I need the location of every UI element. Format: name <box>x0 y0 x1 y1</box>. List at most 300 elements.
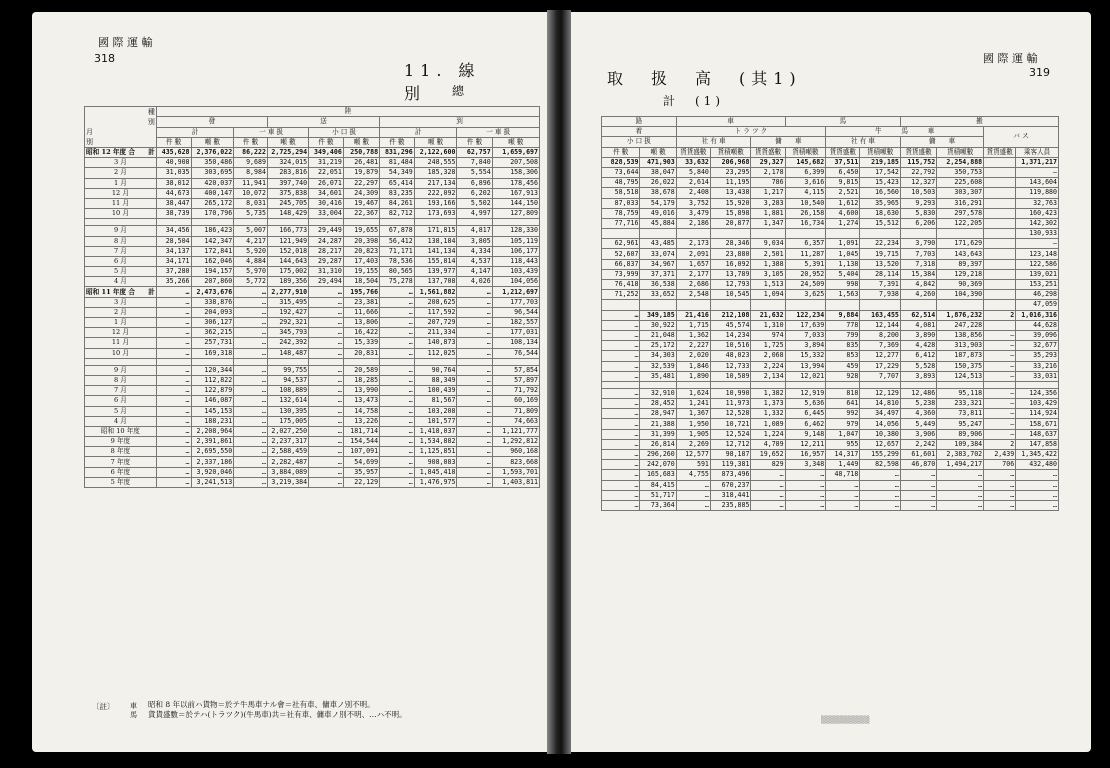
table-cell: … <box>380 406 415 416</box>
table-cell <box>860 381 901 388</box>
own-vehicle-header: 社 有 車 <box>826 137 901 147</box>
table-cell: … <box>457 365 492 375</box>
table-cell: 37,511 <box>826 157 860 167</box>
table-cell: … <box>309 287 344 297</box>
table-cell: … <box>602 470 640 480</box>
table-cell: 12,528 <box>710 409 751 419</box>
table-cell: 38,047 <box>640 167 676 177</box>
table-cell: 245,705 <box>267 198 308 208</box>
table-row <box>602 198 1059 208</box>
table-cell: 20,398 <box>343 236 379 246</box>
hired-vehicle-header: 傭 車 <box>900 137 983 147</box>
table-row <box>85 477 540 487</box>
table-cell: 3,241,513 <box>191 477 234 487</box>
table-cell: 1,388 <box>751 259 785 269</box>
table-cell: 2,686 <box>676 280 710 290</box>
table-cell: … <box>785 500 826 510</box>
table-cell: … <box>602 439 640 449</box>
table-cell: 162,046 <box>191 256 234 266</box>
table-cell: … <box>826 500 860 510</box>
table-cell: 62,514 <box>900 310 936 320</box>
table-cell: 81,484 <box>380 158 415 168</box>
table-cell: … <box>380 457 415 467</box>
table-cell: 33,216 <box>1016 361 1059 371</box>
table-cell: 1,624 <box>676 388 710 398</box>
table-section <box>85 426 540 487</box>
table-cell: 40,908 <box>156 158 191 168</box>
table-cell: 4,428 <box>900 341 936 351</box>
table-cell: 90,369 <box>937 280 984 290</box>
table-cell: 31,035 <box>156 168 191 178</box>
table-cell: 1,292,812 <box>492 437 539 447</box>
table-cell: 349,406 <box>309 148 344 158</box>
table-cell: … <box>457 406 492 416</box>
table-cell: 96,544 <box>492 307 539 317</box>
total-row <box>85 287 540 297</box>
table-cell: … <box>457 447 492 457</box>
row-label: 10 月 <box>85 209 157 219</box>
table-cell <box>984 381 1016 388</box>
table-cell: 3,625 <box>785 290 826 300</box>
table-cell: 122,205 <box>937 218 984 228</box>
table-cell: … <box>602 460 640 470</box>
table-cell <box>602 229 640 239</box>
page-number: 318 <box>94 52 115 65</box>
table-cell: 15,898 <box>710 208 751 218</box>
table-cell: 1,241 <box>676 399 710 409</box>
table-cell: 1,347 <box>751 218 785 228</box>
table-row <box>602 381 1059 388</box>
table-row <box>85 277 540 287</box>
table-cell: 13,520 <box>860 259 901 269</box>
table-cell: 1,089 <box>751 419 785 429</box>
table-cell: … <box>156 406 191 416</box>
table-cell: 38,739 <box>156 209 191 219</box>
table-cell: 362,215 <box>191 328 234 338</box>
table-cell: … <box>457 375 492 385</box>
table-cell: 104,390 <box>937 290 984 300</box>
table-row <box>602 239 1059 249</box>
group-header: 小 口 扱 <box>309 127 380 137</box>
table-cell: 74,663 <box>492 416 539 426</box>
table-cell: … <box>156 318 191 328</box>
table-cell <box>984 208 1016 218</box>
book-spine <box>547 10 571 754</box>
table-cell: 2,027,250 <box>267 426 308 436</box>
left-page <box>32 12 547 752</box>
table-cell: … <box>309 328 344 338</box>
table-cell: 2,068 <box>751 351 785 361</box>
table-cell: … <box>457 467 492 477</box>
table-cell: 2,208,964 <box>191 426 234 436</box>
table-cell: 960,168 <box>492 447 539 457</box>
table-cell: 148,637 <box>1016 429 1059 439</box>
table-cell: 31,399 <box>640 429 676 439</box>
table-cell: … <box>457 307 492 317</box>
table-cell: 974 <box>751 330 785 340</box>
table-cell: 1,362 <box>676 330 710 340</box>
table-cell: 14,056 <box>860 419 901 429</box>
column-header: 噸 數 <box>343 137 379 147</box>
table-section <box>602 450 1059 511</box>
table-cell: 12,277 <box>860 351 901 361</box>
table-cell: 211,334 <box>414 328 457 338</box>
table-row <box>602 167 1059 177</box>
row-label: 3 月 <box>85 297 157 307</box>
table-cell: 1,212,697 <box>492 287 539 297</box>
table-row <box>85 307 540 317</box>
table-cell: — <box>984 419 1016 429</box>
table-cell: 1,125,851 <box>414 447 457 457</box>
table-cell: … <box>309 416 344 426</box>
table-cell: 265,172 <box>191 198 234 208</box>
table-cell: 145,682 <box>785 157 826 167</box>
table-cell: … <box>380 348 415 358</box>
table-cell: 172,841 <box>191 246 234 256</box>
table-cell: … <box>900 470 936 480</box>
table-cell: 43,485 <box>640 239 676 249</box>
row-label: 昭和 12 年度 合 計 <box>86 148 155 157</box>
table-cell: 178,456 <box>492 178 539 188</box>
table-cell: 160,423 <box>1016 208 1059 218</box>
table-cell: 139,977 <box>414 267 457 277</box>
table-cell: 375,838 <box>267 188 308 198</box>
table-cell: 7,369 <box>860 341 901 351</box>
table-row <box>602 460 1059 470</box>
table-cell: 24,509 <box>785 280 826 290</box>
table-cell: … <box>1016 470 1059 480</box>
table-cell: 207,729 <box>414 318 457 328</box>
running-header: 國 際 運 輸 <box>98 36 153 49</box>
table-cell: 7,840 <box>457 158 492 168</box>
table-row <box>602 269 1059 279</box>
table-cell: 400,147 <box>191 188 234 198</box>
table-cell: … <box>156 297 191 307</box>
table-cell: 36,538 <box>640 280 676 290</box>
table-cell: 3,790 <box>900 239 936 249</box>
table-cell: 12,712 <box>710 439 751 449</box>
table-cell: 233,321 <box>937 399 984 409</box>
table-cell: 296,260 <box>640 450 676 460</box>
table-cell: 459 <box>826 361 860 371</box>
table-cell: 4,997 <box>457 209 492 219</box>
table-cell: 18,504 <box>343 277 379 287</box>
table-cell: 28,217 <box>309 246 344 256</box>
table-cell: … <box>309 365 344 375</box>
table-cell: … <box>156 328 191 338</box>
table-cell: 189,356 <box>267 277 308 287</box>
column-header: 件 數 <box>234 137 268 147</box>
table-cell: 28,504 <box>156 236 191 246</box>
table-row <box>602 330 1059 340</box>
table-cell: 14,758 <box>343 406 379 416</box>
table-cell: 163,455 <box>860 310 901 320</box>
row-label: 8 年度 <box>85 447 157 457</box>
table-cell: … <box>309 318 344 328</box>
table-cell: 12,486 <box>900 388 936 398</box>
table-cell <box>234 219 268 226</box>
table-cell: 2,614 <box>676 178 710 188</box>
table-cell: 11,941 <box>234 178 268 188</box>
table-cell: 6,206 <box>900 218 936 228</box>
table-cell: … <box>900 480 936 490</box>
table-cell <box>156 219 191 226</box>
table-cell: 144,643 <box>267 256 308 266</box>
table-cell: 2 <box>984 310 1016 320</box>
table-cell <box>984 178 1016 188</box>
table-cell: 49,016 <box>640 208 676 218</box>
table-cell: — <box>984 341 1016 351</box>
table-cell: … <box>457 426 492 436</box>
table-cell: 155,299 <box>860 450 901 460</box>
table-cell: 35,266 <box>156 277 191 287</box>
table-cell: … <box>309 437 344 447</box>
table-cell: 54,349 <box>380 168 415 178</box>
row-label: 8 月 <box>85 375 157 385</box>
row-label: 9 月 <box>85 365 157 375</box>
table-cell <box>984 188 1016 198</box>
table-cell: 124,513 <box>937 371 984 381</box>
table-cell: 5,391 <box>785 259 826 269</box>
table-cell: 143,643 <box>937 249 984 259</box>
table-cell: 12,919 <box>785 388 826 398</box>
column-header: 件 數 <box>380 137 415 147</box>
table-cell: 324,015 <box>267 158 308 168</box>
table-cell <box>785 300 826 310</box>
table-cell: 5,636 <box>785 399 826 409</box>
table-cell: 11,195 <box>710 178 751 188</box>
table-cell: 2,408 <box>676 188 710 198</box>
table-cell: 1,403,811 <box>492 477 539 487</box>
row-label: 8 月 <box>85 236 157 246</box>
table-cell <box>710 381 751 388</box>
table-cell: 19,655 <box>343 226 379 236</box>
table-cell: 76,544 <box>492 348 539 358</box>
table-cell: 14,810 <box>860 399 901 409</box>
row-label: 9 年度 <box>85 437 157 447</box>
right-page <box>571 12 1091 752</box>
table-cell: 46,298 <box>1016 290 1059 300</box>
table-cell: … <box>602 409 640 419</box>
table-cell: 12,327 <box>900 178 936 188</box>
table-cell: … <box>309 396 344 406</box>
table-cell: … <box>751 490 785 500</box>
table-row <box>602 500 1059 510</box>
table-cell: 2,091 <box>676 249 710 259</box>
table-cell <box>900 300 936 310</box>
table-cell: 35,965 <box>860 198 901 208</box>
table-cell: — <box>984 371 1016 381</box>
table-cell: 9,815 <box>826 178 860 188</box>
table-cell: 19,467 <box>343 198 379 208</box>
table-cell: 15,423 <box>860 178 901 188</box>
table-cell: 2,224 <box>751 361 785 371</box>
table-cell: 13,994 <box>785 361 826 371</box>
table-cell: 6,399 <box>785 167 826 177</box>
table-cell: 106,177 <box>492 246 539 256</box>
table-cell: … <box>602 399 640 409</box>
table-row <box>602 280 1059 290</box>
table-cell: 10,589 <box>710 371 751 381</box>
table-cell: … <box>234 477 268 487</box>
table-cell: … <box>234 348 268 358</box>
table-cell: 4,789 <box>751 439 785 449</box>
table-cell <box>640 300 676 310</box>
table-cell: 5,238 <box>900 399 936 409</box>
table-cell: 47,059 <box>1016 300 1059 310</box>
table-cell <box>900 381 936 388</box>
table-cell: 32,539 <box>640 361 676 371</box>
table-cell <box>984 290 1016 300</box>
table-cell: 73,364 <box>640 500 676 510</box>
table-cell: 2,695,550 <box>191 447 234 457</box>
table-cell <box>676 381 710 388</box>
table-cell: 2,725,294 <box>267 148 308 158</box>
table-cell: 132,614 <box>267 396 308 406</box>
table-cell: 138,184 <box>414 236 457 246</box>
running-header: 國 際 運 輸 <box>983 52 1038 65</box>
table-cell: 2,439 <box>984 450 1016 460</box>
table-cell: 9,034 <box>751 239 785 249</box>
table-cell: 193,166 <box>414 198 457 208</box>
table-cell: 39,096 <box>1016 330 1059 340</box>
table-cell: 120,344 <box>191 365 234 375</box>
row-label: 1 月 <box>85 178 157 188</box>
table-cell: … <box>860 480 901 490</box>
table-cell: … <box>602 419 640 429</box>
table-cell <box>984 320 1016 330</box>
table-cell: 105,119 <box>492 236 539 246</box>
table-cell: 73,644 <box>602 167 640 177</box>
table-cell: 122,879 <box>191 386 234 396</box>
table-cell: 12,021 <box>785 371 826 381</box>
table-cell: 6,462 <box>785 419 826 429</box>
table-cell <box>937 229 984 239</box>
table-cell: … <box>602 388 640 398</box>
table-cell: 212,108 <box>710 310 751 320</box>
table-cell: … <box>156 348 191 358</box>
table-cell: 89,906 <box>937 429 984 439</box>
table-cell: 1,890 <box>676 371 710 381</box>
table-row <box>602 490 1059 500</box>
table-cell <box>156 358 191 365</box>
table-cell: 5,970 <box>234 267 268 277</box>
table-cell: 8,031 <box>234 198 268 208</box>
table-cell: … <box>234 375 268 385</box>
table-cell: … <box>900 490 936 500</box>
table-cell: 5,404 <box>826 269 860 279</box>
table-cell <box>457 219 492 226</box>
table-cell: 22,297 <box>343 178 379 188</box>
table-cell: 219,185 <box>860 157 901 167</box>
table-row <box>602 249 1059 259</box>
table-cell: 94,537 <box>267 375 308 385</box>
table-cell: 828,539 <box>602 157 640 167</box>
table-cell: 78,536 <box>380 256 415 266</box>
table-cell <box>984 280 1016 290</box>
table-cell: 101,577 <box>414 416 457 426</box>
table-cell: 175,002 <box>267 267 308 277</box>
table-cell <box>900 229 936 239</box>
row-label: 6 月 <box>85 256 157 266</box>
table-cell: … <box>380 437 415 447</box>
table-cell: 89,397 <box>937 259 984 269</box>
table-cell: 46,870 <box>900 460 936 470</box>
table-cell: 44,673 <box>156 188 191 198</box>
table-cell: 420,037 <box>191 178 234 188</box>
table-cell: 33,031 <box>1016 371 1059 381</box>
hired-vehicle-header: 傭 車 <box>751 137 826 147</box>
table-cell: 12,524 <box>710 429 751 439</box>
column-header: 乘客人員 <box>1016 147 1059 157</box>
table-cell: … <box>234 437 268 447</box>
row-label: 2 月 <box>85 168 157 178</box>
table-cell: 37,280 <box>156 267 191 277</box>
table-cell: 16,092 <box>710 259 751 269</box>
table-cell: 7,703 <box>900 249 936 259</box>
footnote-head: 車 馬 <box>130 702 137 719</box>
table-cell: 3,105 <box>751 269 785 279</box>
table-cell: … <box>380 365 415 375</box>
table-cell: 4,360 <box>900 409 936 419</box>
table-cell: … <box>457 416 492 426</box>
table-cell: 26,022 <box>640 178 676 188</box>
table-cell: 15,920 <box>710 198 751 208</box>
table-cell: 26,481 <box>343 158 379 168</box>
table-cell: … <box>751 480 785 490</box>
table-cell: 3,805 <box>457 236 492 246</box>
table-cell: 153,251 <box>1016 280 1059 290</box>
table-cell: 10,516 <box>710 341 751 351</box>
table-cell: 17,229 <box>860 361 901 371</box>
table-cell: 26,071 <box>309 178 344 188</box>
table-cell: 4,755 <box>676 470 710 480</box>
table-cell: … <box>380 307 415 317</box>
table-cell: 3,219,384 <box>267 477 308 487</box>
table-cell <box>826 229 860 239</box>
table-cell: — <box>1016 167 1059 177</box>
table-cell: … <box>234 447 268 457</box>
table-cell: … <box>234 328 268 338</box>
table-cell: 103,429 <box>1016 399 1059 409</box>
page-number: 319 <box>1029 66 1050 79</box>
table-cell: 24,309 <box>343 188 379 198</box>
table-cell: … <box>380 426 415 436</box>
table-cell: … <box>156 396 191 406</box>
table-cell: 71,171 <box>380 246 415 256</box>
table-cell: … <box>156 375 191 385</box>
table-cell: … <box>457 457 492 467</box>
table-cell: 13,789 <box>710 269 751 279</box>
table-cell: 2,186 <box>676 218 710 228</box>
table-cell: 17,639 <box>785 320 826 330</box>
table-cell: 52,607 <box>602 249 640 259</box>
table-cell: … <box>380 328 415 338</box>
table-cell: 30,922 <box>640 320 676 330</box>
table-cell: … <box>380 338 415 348</box>
table-cell: 26,158 <box>785 208 826 218</box>
table-cell: … <box>602 361 640 371</box>
table-row <box>602 259 1059 269</box>
group-header: 一 車 扱 <box>457 127 540 137</box>
table-cell: 34,303 <box>640 351 676 361</box>
table-cell <box>751 229 785 239</box>
table-row <box>602 388 1059 398</box>
table-cell: 397,740 <box>267 178 308 188</box>
table-cell: 65,414 <box>380 178 415 188</box>
table-cell: … <box>937 470 984 480</box>
table-cell: … <box>380 416 415 426</box>
